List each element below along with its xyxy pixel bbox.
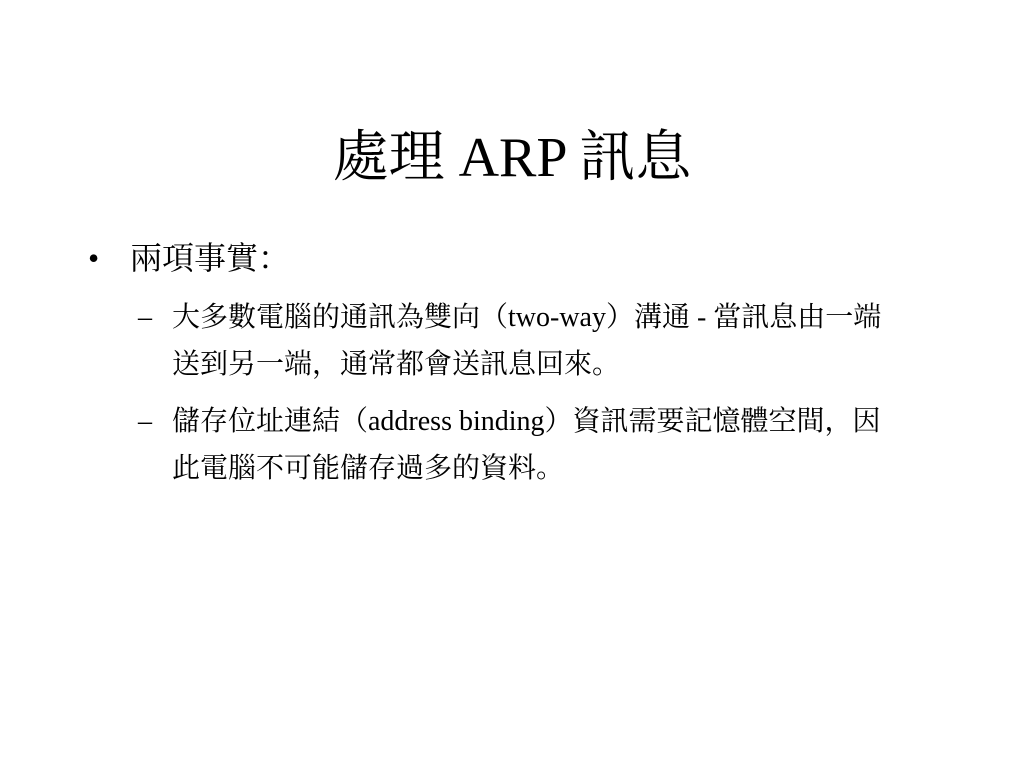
sub-bullet-text: 大多數電腦的通訊為雙向（two-way）溝通 - 當訊息由一端送到另一端，通常都會送訊息回來。 [172,302,882,380]
sub-bullet-item [130,294,892,388]
bullet-list [88,236,948,502]
slide-title: 處理 ARP 訊息 [332,127,692,189]
bullet-marker: • [88,240,100,276]
sub-bullet-item [130,398,892,492]
dash-marker: – [138,302,152,333]
bullet-item [88,236,948,492]
bullet-text: 兩項事實： [130,240,291,276]
dash-marker: – [138,406,152,437]
sub-bullet-list [130,294,948,492]
sub-bullet-text: 儲存位址連結（address binding）資訊需要記憶體空間，因此電腦不可能儲存過多的資料。 [172,406,881,484]
